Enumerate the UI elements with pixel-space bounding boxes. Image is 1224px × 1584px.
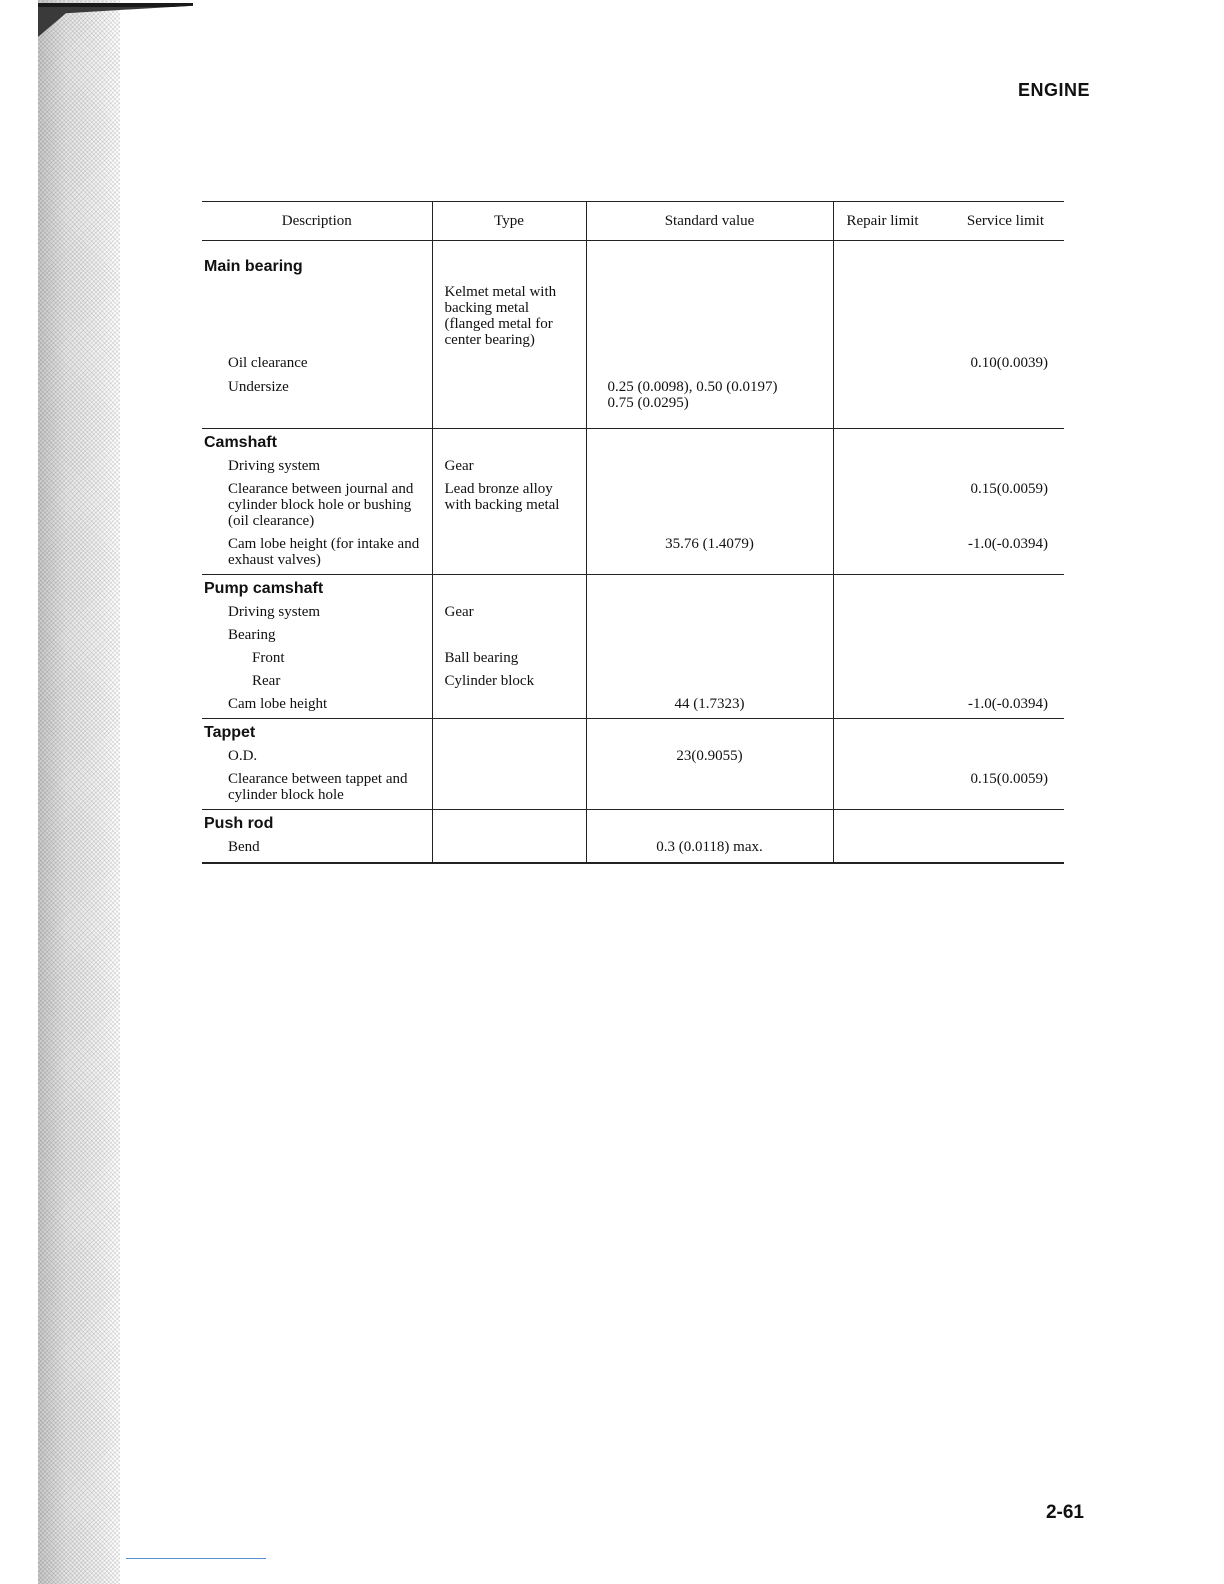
section-title-pump-camshaft: Pump camshaft — [204, 580, 324, 597]
table-row — [202, 241, 1064, 353]
specification-table — [202, 201, 1064, 864]
pump-camshaft-bearing-label: Bearing — [228, 627, 276, 643]
pump-camshaft-cam-lobe-label: Cam lobe height — [228, 696, 328, 712]
column-header-standard-value: Standard value — [586, 202, 833, 241]
camshaft-driving-label: Driving system — [228, 458, 321, 474]
book-binding-edge — [38, 0, 120, 1584]
section-title-push-rod: Push rod — [204, 815, 274, 832]
main-bearing-type: Kelmet metal with backing metal (flanged metal for center bearing) — [444, 284, 557, 348]
table-row — [202, 429, 1064, 456]
tappet-od-label: O.D. — [228, 748, 258, 764]
main-bearing-undersize-label: Undersize — [228, 379, 289, 395]
main-bearing-undersize-std-1: 0.25 (0.0098), 0.50 (0.0197) — [607, 379, 778, 395]
table-row — [202, 768, 1064, 810]
section-title-tappet: Tappet — [204, 724, 256, 741]
table-row — [202, 624, 1064, 647]
pump-camshaft-driving-type: Gear — [444, 604, 474, 620]
section-title-camshaft: Camshaft — [204, 434, 277, 451]
camshaft-cam-lobe-label: Cam lobe height (for intake and exhaust valves) — [228, 536, 420, 568]
table-row — [202, 810, 1064, 837]
table-row — [202, 575, 1064, 602]
table-row — [202, 601, 1064, 624]
camshaft-driving-type: Gear — [444, 458, 474, 474]
tappet-od-std: 23(0.9055) — [676, 748, 743, 764]
column-header-type: Type — [432, 202, 586, 241]
camshaft-cam-lobe-std: 35.76 (1.4079) — [665, 536, 754, 552]
tappet-clearance-label: Clearance between tappet and cylinder block hole — [228, 771, 408, 803]
table-row — [202, 478, 1064, 533]
camshaft-clearance-type: Lead bronze alloy with backing metal — [444, 481, 560, 513]
column-header-repair-limit: Repair limit — [846, 213, 919, 229]
pump-camshaft-cam-lobe-std: 44 (1.7323) — [674, 696, 745, 712]
table-row — [202, 745, 1064, 768]
table-row — [202, 455, 1064, 478]
table-row — [202, 693, 1064, 719]
table-row — [202, 719, 1064, 746]
tappet-clearance-service: 0.15(0.0059) — [970, 771, 1048, 787]
camshaft-clearance-label: Clearance between journal and cylinder block hole or bushing (oil clearance) — [228, 481, 414, 529]
page-number: 2-61 — [1045, 1502, 1084, 1523]
column-header-description: Description — [202, 202, 432, 241]
section-title-main-bearing: Main bearing — [204, 258, 303, 275]
table-row — [202, 352, 1064, 376]
camshaft-clearance-service: 0.15(0.0059) — [970, 481, 1048, 497]
column-header-limits — [833, 202, 1064, 241]
table-row — [202, 376, 1064, 429]
main-bearing-oil-clearance-service: 0.10(0.0039) — [970, 355, 1048, 371]
pump-camshaft-driving-label: Driving system — [228, 604, 321, 620]
table-header-row — [202, 202, 1064, 241]
camshaft-cam-lobe-service: -1.0(-0.0394) — [968, 536, 1048, 552]
table-row — [202, 836, 1064, 863]
main-bearing-oil-clearance-label: Oil clearance — [228, 355, 308, 371]
pump-camshaft-front-label: Front — [252, 650, 285, 666]
main-bearing-undersize-std-2: 0.75 (0.0295) — [607, 395, 689, 411]
table-row — [202, 647, 1064, 670]
page-header-title: ENGINE — [1017, 80, 1090, 100]
pump-camshaft-cam-lobe-service: -1.0(-0.0394) — [968, 696, 1048, 712]
pump-camshaft-rear-type: Cylinder block — [444, 673, 535, 689]
table-row — [202, 670, 1064, 693]
column-header-service-limit: Service limit — [966, 213, 1044, 229]
push-rod-bend-label: Bend — [228, 839, 260, 855]
table-row — [202, 533, 1064, 575]
footer-rule — [126, 1558, 266, 1559]
pump-camshaft-rear-label: Rear — [252, 673, 281, 689]
push-rod-bend-std: 0.3 (0.0118) max. — [656, 839, 763, 855]
pump-camshaft-front-type: Ball bearing — [444, 650, 519, 666]
